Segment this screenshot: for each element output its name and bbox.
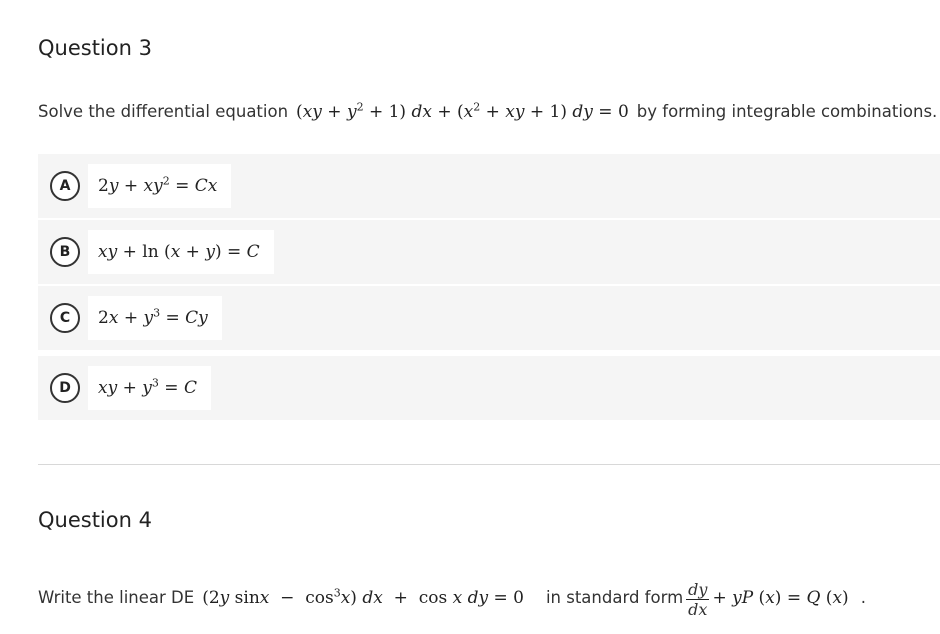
option-a-answer: $2y + xy^2 = Cx$ — [88, 164, 231, 208]
option-d-letter: D — [50, 373, 80, 403]
question-divider — [38, 464, 940, 465]
question-3-prompt-after: by forming integrable combinations. — [636, 102, 938, 121]
option-a[interactable] — [38, 154, 940, 218]
option-c-answer: $2x + y^3 = Cy$ — [88, 296, 222, 340]
question-4-prompt-middle: in standard form — [545, 588, 684, 607]
question-3-title: Question 3 — [38, 36, 152, 60]
question-4-title: Question 4 — [38, 508, 152, 532]
question-3-prompt — [38, 102, 937, 122]
question-3-prompt-before: Solve the differential equation — [38, 102, 289, 121]
question-4-equation: (2y $\sin x - \cos^3x$) dx + cos x dy = 0 — [202, 585, 524, 608]
option-a-letter: A — [50, 171, 80, 201]
question-3-equation: $(xy + y^2 + 1)$ dx + ($x^2$ + xy + 1) dy = 0 — [296, 100, 629, 122]
question-4-prompt — [38, 578, 866, 617]
option-c-letter: C — [50, 303, 80, 333]
option-b[interactable] — [38, 220, 940, 284]
option-d-answer: xy + $y^3 = C$ — [88, 366, 211, 410]
question-4-prompt-before: Write the linear DE — [38, 588, 195, 607]
dy-dx-fraction: $\frac{dy}{dx}$ — [688, 580, 708, 619]
question-4-period: . — [860, 588, 866, 607]
option-b-answer: xy + ln (x + y) = C — [88, 230, 274, 274]
question-4-standard-form: + yP (x) = Q (x) — [712, 587, 849, 608]
option-d[interactable] — [38, 356, 940, 420]
option-b-letter: B — [50, 237, 80, 267]
option-c[interactable] — [38, 286, 940, 350]
